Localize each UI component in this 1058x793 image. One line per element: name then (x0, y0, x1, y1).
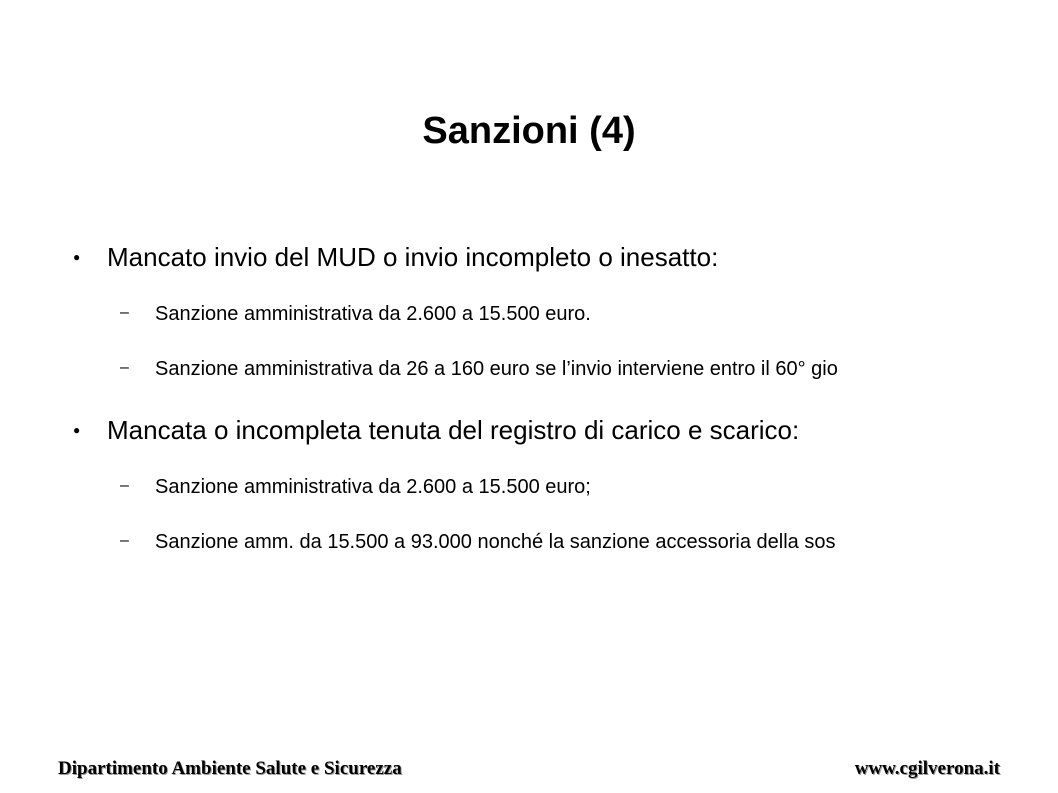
footer-department: Dipartimento Ambiente Salute e Sicurezza (58, 758, 402, 779)
dash-icon: – (120, 477, 129, 494)
bullet-icon: ● (73, 250, 81, 264)
sub-item-text: Sanzione amministrativa da 2.600 a 15.500 euro. (155, 303, 591, 325)
sub-item-sanction-1 (0, 302, 1058, 328)
dash-icon: – (120, 359, 129, 376)
sub-item-text: Sanzione amministrativa da 26 a 160 euro se l’invio interviene entro il 60° gio (155, 358, 838, 380)
sub-item-sanction-2 (0, 357, 1058, 383)
sub-item-text: Sanzione amministrativa da 2.600 a 15.500 euro; (155, 476, 591, 498)
slide-title: Sanzioni (4) (422, 110, 636, 152)
sub-item-sanction-4 (0, 530, 1058, 556)
bullet-item-text: Mancato invio del MUD o invio incompleto o inesatto: (107, 242, 719, 272)
bullet-icon: ● (73, 423, 81, 437)
dash-icon: – (120, 304, 129, 321)
bullet-item-registro (0, 414, 1058, 448)
footer-website-link[interactable]: www.cgilverona.it (854, 758, 1000, 779)
dash-icon: – (120, 532, 129, 549)
bullet-item-mud (0, 241, 1058, 275)
sub-item-sanction-3 (0, 475, 1058, 501)
sub-item-text: Sanzione amm. da 15.500 a 93.000 nonché la sanzione accessoria della sos (155, 531, 836, 553)
bullet-item-text: Mancata o incompleta tenuta del registro di carico e scarico: (107, 415, 800, 445)
